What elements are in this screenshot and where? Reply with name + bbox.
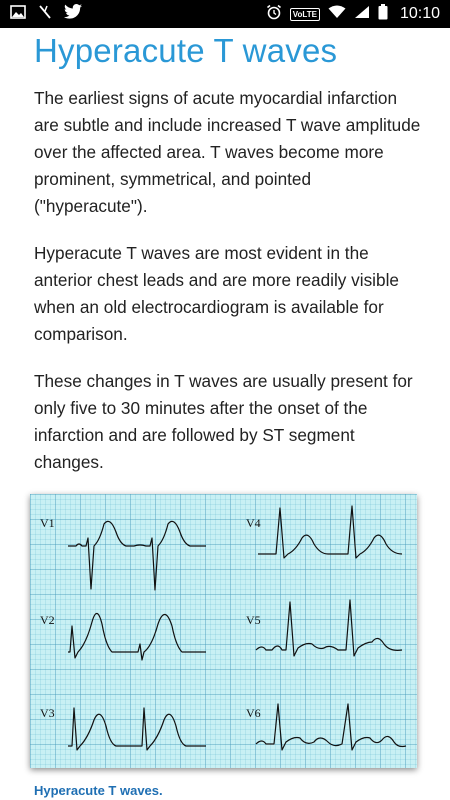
- lead-label-v6: V6: [246, 706, 261, 720]
- article-content: [0, 28, 450, 800]
- image-icon: [10, 5, 26, 24]
- paragraph-duration: These changes in T waves are usually present for only five to 30 minutes after the onset of the infarction and are followed by ST segment changes.: [34, 371, 413, 472]
- lead-label-v2: V2: [40, 613, 55, 627]
- figure-caption: Hyperacute T waves.: [34, 783, 163, 798]
- lead-label-v4: V4: [246, 516, 261, 530]
- twitter-icon: [64, 4, 82, 24]
- volte-badge: VoLTE: [290, 8, 320, 21]
- ecg-figure: [30, 494, 417, 768]
- alarm-icon: [266, 4, 282, 25]
- ecg-image: [30, 494, 417, 768]
- status-time: 10:10: [399, 5, 440, 22]
- wifi-icon: [328, 5, 346, 24]
- wifi-calling-icon: [38, 4, 52, 25]
- lead-label-v1: V1: [40, 516, 55, 530]
- lead-label-v3: V3: [40, 706, 55, 720]
- paragraph-earliest-signs: The earliest signs of acute myocardial infarction are subtle and include increased T wave amplitude over the affected area. T waves become more prominent, symmetrical, and pointed ("hyperacute").: [34, 88, 421, 216]
- battery-icon: [378, 4, 388, 25]
- paragraph-anterior-leads: Hyperacute T waves are most evident in the anterior chest leads and are more readily visible when an old electrocardiogram is available for comparison.: [34, 243, 399, 344]
- page-title: Hyperacute T waves: [34, 32, 338, 69]
- status-bar: [0, 0, 450, 28]
- lead-label-v5: V5: [246, 613, 261, 627]
- signal-icon: [354, 5, 370, 24]
